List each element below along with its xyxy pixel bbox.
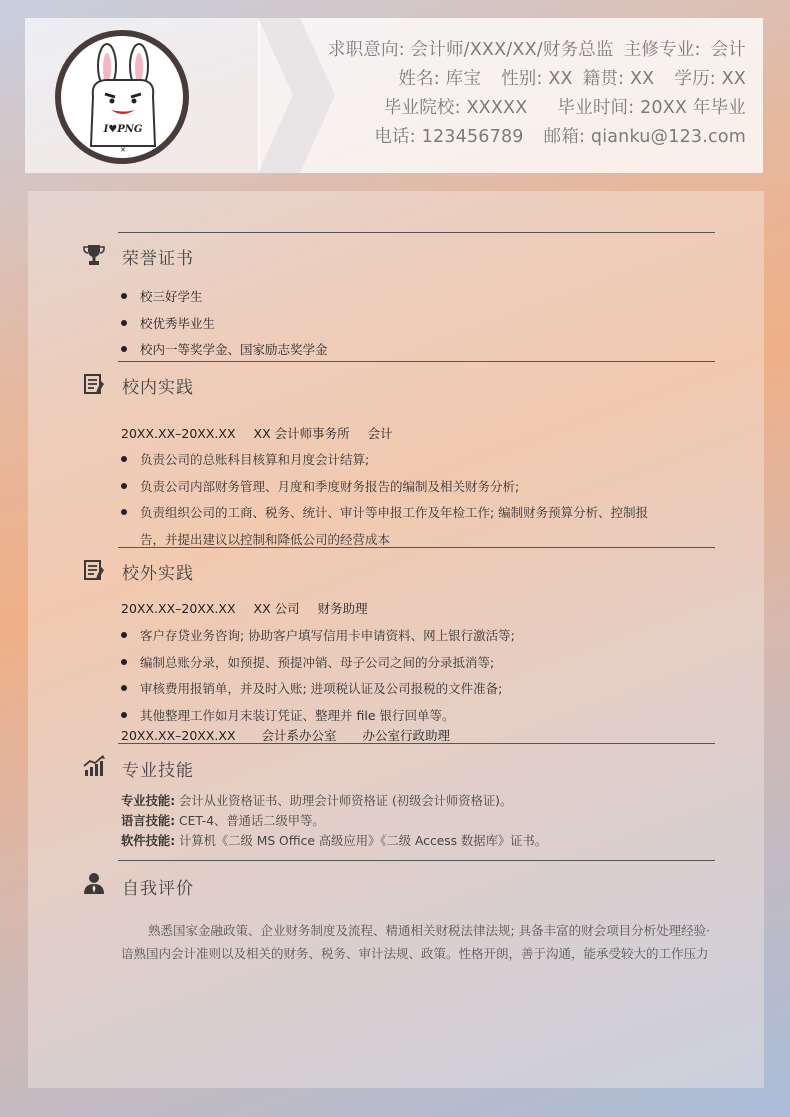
bullet-dot — [121, 320, 127, 326]
skill-value: 计算机《二级 MS Office 高级应用》《二级 Access 数据库》证书。 — [179, 834, 548, 848]
entry-period: 20XX.XX–20XX.XX — [121, 728, 236, 743]
external-entry — [121, 599, 368, 617]
list-item: 校三好学生 — [140, 289, 203, 304]
self-evaluation-text: 熟悉国家金融政策、企业财务制度及流程、精通相关财税法律法规; 具备丰富的财会项目分析处理经验·谙熟国内会计准则以及相关的财务、税务、审计法规、政策。性格开朗，善于沟通，能承受较大的工作压力 — [121, 923, 711, 961]
education: 学历: XX — [674, 69, 746, 89]
entry-org: XX 会计师事务所 — [253, 426, 350, 441]
major-value: 会计 — [710, 40, 746, 60]
avatar — [61, 36, 183, 158]
section-rule — [118, 860, 715, 861]
skill-label: 软件技能: — [121, 834, 176, 848]
bullet-dot — [121, 509, 127, 515]
bullet-dot — [121, 712, 127, 718]
section-rule — [118, 743, 715, 744]
bullet-dot — [121, 483, 127, 489]
entry-role: 会计 — [367, 426, 393, 441]
skill-value: 会计从业资格证书、助理会计师资格证 (初级会计师资格证)。 — [179, 794, 513, 808]
bullet-dot — [121, 659, 127, 665]
avatar-text: I♥PNG — [103, 124, 143, 135]
email: 邮箱: qianku@123.com — [543, 127, 746, 147]
section-title-honors: 荣誉证书 — [122, 249, 194, 269]
entry-period: 20XX.XX–20XX.XX — [121, 426, 236, 441]
section-title-campus: 校内实践 — [122, 378, 194, 398]
list-item: 校内一等奖学金、国家励志奖学金 — [140, 342, 328, 357]
skill-value: CET-4、普通话二级甲等。 — [179, 814, 325, 828]
bullet-dot — [121, 456, 127, 462]
bullet-dot — [121, 685, 127, 691]
list-item: 负责组织公司的工商、税务、统计、审计等申报工作及年检工作; 编制财务预算分析、控制报 — [140, 505, 649, 520]
entry-period: 20XX.XX–20XX.XX — [121, 601, 236, 616]
major-label: 主修专业: — [623, 40, 701, 60]
chevron-decoration — [200, 18, 340, 173]
section-title-self: 自我评价 — [122, 879, 194, 899]
chart-growth-icon — [82, 754, 106, 778]
skill-label: 专业技能: — [121, 794, 176, 808]
notebook-icon — [82, 558, 106, 582]
list-item: 编制总账分录，如预提、预提冲销、母子公司之间的分录抵消等; — [140, 655, 495, 670]
list-item: 客户存贷业务咨询; 协助客户填写信用卡申请资料、网上银行激活等; — [140, 628, 515, 643]
list-item: 其他整理工作如月末装订凭证、整理并 file 银行回单等。 — [140, 708, 455, 723]
section-rule — [118, 232, 715, 233]
skill-row — [121, 791, 512, 809]
entry-role: 办公室行政助理 — [362, 728, 451, 743]
header-line-2 — [398, 65, 746, 90]
bullet-dot — [121, 293, 127, 299]
skill-row — [121, 831, 547, 849]
list-item: 校优秀毕业生 — [140, 316, 216, 331]
section-rule — [118, 547, 715, 548]
header-line-3 — [384, 94, 746, 119]
job-intention: 求职意向: 会计师/XXX/XX/财务总监 — [327, 40, 614, 60]
section-rule — [118, 361, 715, 362]
section-title-external: 校外实践 — [122, 564, 194, 584]
phone: 电话: 123456789 — [374, 127, 524, 147]
school: 毕业院校: XXXXX — [383, 98, 528, 118]
trophy-icon — [82, 243, 106, 267]
bullet-dot — [121, 346, 127, 352]
native-place: 籍贯: XX — [582, 69, 655, 89]
header-line-4 — [374, 123, 746, 148]
list-item-continuation: 告，并提出建议以控制和降低公司的经营成本 — [140, 532, 391, 547]
external-entry-2 — [121, 726, 450, 744]
gender: 性别: XX — [501, 69, 573, 89]
graduation-time: 毕业时间: 20XX 年毕业 — [557, 98, 746, 118]
bullet-dot — [121, 632, 127, 638]
entry-org: XX 公司 — [253, 601, 300, 616]
entry-role: 财务助理 — [317, 601, 368, 616]
campus-entry — [121, 424, 393, 442]
skill-row — [121, 811, 325, 829]
skill-label: 语言技能: — [121, 814, 176, 828]
header-line-1 — [328, 36, 746, 61]
bunny-avatar-icon — [61, 36, 183, 158]
person-icon — [82, 871, 106, 895]
list-item: 负责公司的总账科目核算和月度会计结算; — [140, 452, 370, 467]
notebook-icon — [82, 372, 106, 396]
name: 姓名: 库宝 — [398, 69, 482, 89]
section-title-skills: 专业技能 — [122, 761, 194, 781]
list-item: 审核费用报销单，并及时入账; 进项税认证及公司报税的文件准备; — [140, 681, 503, 696]
list-item: 负责公司内部财务管理、月度和季度财务报告的编制及相关财务分析; — [140, 479, 520, 494]
svg-text:✕: ✕ — [120, 146, 126, 154]
entry-org: 会计系办公室 — [261, 728, 337, 743]
